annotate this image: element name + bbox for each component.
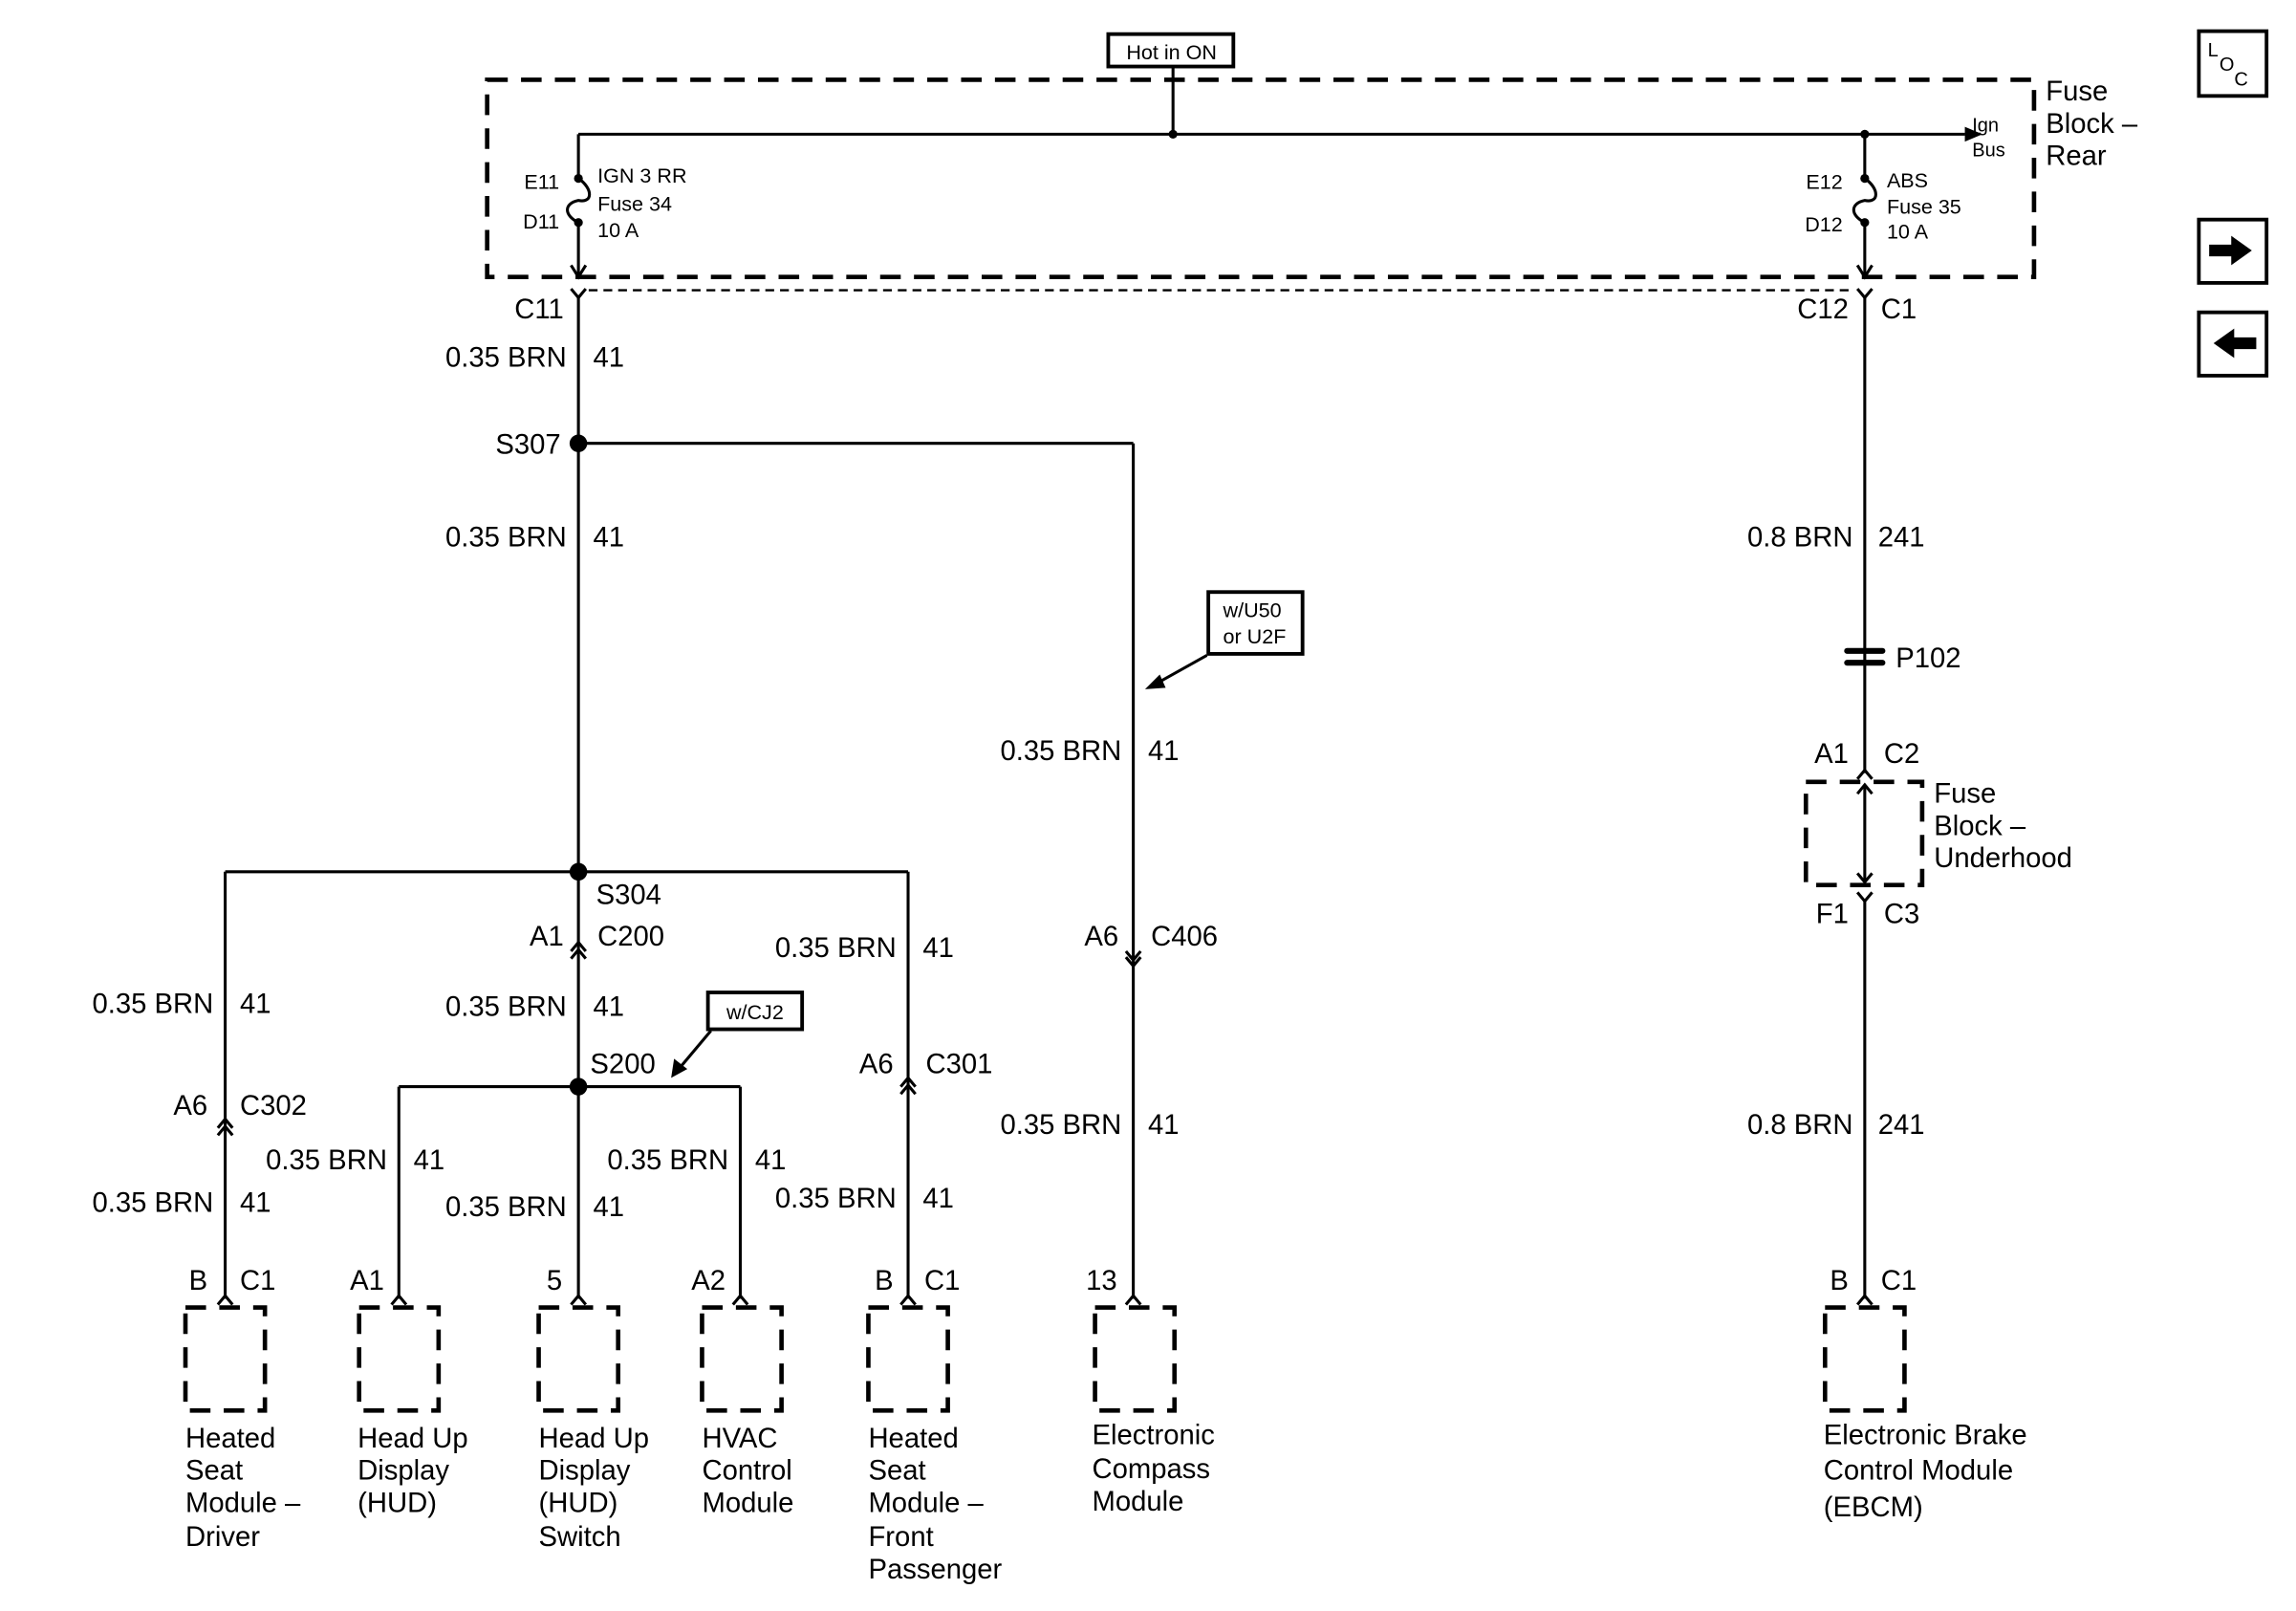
svg-text:Driver: Driver [185, 1521, 261, 1553]
fuse-block-rear-label: Fuse [2046, 76, 2109, 107]
fuse-block-underhood-label: Block – [1934, 811, 2026, 842]
connector-label: C2 [1883, 738, 1920, 770]
bus-label: Bus [1972, 140, 2005, 162]
inline-connectors [173, 922, 1218, 1136]
module-electronic-compass[interactable] [1086, 1266, 1215, 1517]
svg-text:Electronic: Electronic [1092, 1420, 1215, 1451]
svg-text:Head Up: Head Up [538, 1423, 649, 1454]
circuit-label: 241 [1877, 522, 1925, 554]
svg-text:A6: A6 [1084, 921, 1119, 952]
svg-text:Head Up: Head Up [357, 1423, 468, 1454]
wire-label: 0.35 BRN [444, 1192, 567, 1224]
svg-text:Module: Module [1092, 1487, 1184, 1518]
wire-label: 0.35 BRN [444, 342, 567, 374]
svg-text:A6: A6 [858, 1049, 894, 1080]
fuse-icon [1853, 179, 1875, 223]
option-callout-compass [1145, 592, 1303, 689]
svg-text:w/U50: w/U50 [1223, 598, 1282, 622]
svg-text:Heated: Heated [868, 1423, 959, 1454]
splice-s307 [570, 434, 587, 451]
splice-label: P102 [1895, 642, 1961, 674]
connector-label: A1 [1814, 738, 1849, 770]
wire-labels [92, 343, 1924, 1223]
connector-c3-icon [1857, 892, 1872, 901]
svg-text:C200: C200 [597, 921, 665, 952]
fuse-label: Fuse 35 [1886, 194, 1961, 219]
svg-text:Module –: Module – [185, 1488, 301, 1519]
circuit-label: 41 [239, 1187, 271, 1219]
svg-text:Heated: Heated [185, 1423, 276, 1454]
svg-text:Control: Control [702, 1455, 792, 1487]
wire-label: 0.35 BRN [774, 1183, 897, 1214]
fuse-label: 10 A [597, 218, 639, 243]
pin-label: E12 [1806, 169, 1843, 194]
loc-icon: C [2234, 69, 2248, 91]
svg-text:A6: A6 [173, 1090, 208, 1121]
svg-text:(HUD): (HUD) [357, 1488, 438, 1519]
pin-label: D11 [523, 208, 560, 233]
fuse-label: IGN 3 RR [597, 163, 687, 188]
circuit-label: 41 [1148, 1109, 1180, 1141]
svg-text:Module –: Module – [868, 1488, 984, 1519]
svg-text:Module: Module [702, 1488, 794, 1519]
svg-text:Front: Front [868, 1521, 934, 1553]
svg-text:C302: C302 [239, 1090, 307, 1121]
svg-text:Switch: Switch [538, 1521, 621, 1553]
arrow-icon [1145, 674, 1166, 688]
fuse-icon [568, 179, 590, 223]
connector-c2-icon [1857, 771, 1872, 779]
svg-text:C301: C301 [925, 1049, 993, 1080]
wire-label: 0.35 BRN [444, 991, 567, 1023]
svg-text:(HUD): (HUD) [538, 1488, 618, 1519]
wire-label: 0.35 BRN [92, 989, 214, 1020]
svg-text:B: B [188, 1266, 208, 1297]
svg-text:A2: A2 [691, 1266, 726, 1297]
svg-text:Seat: Seat [185, 1455, 244, 1487]
next-page-button[interactable] [2199, 220, 2266, 283]
wire-label: 0.8 BRN [1746, 1109, 1853, 1141]
wire-label: 0.35 BRN [1000, 1109, 1122, 1141]
circuit-label: 41 [593, 522, 625, 554]
option-callout-hud [671, 992, 802, 1078]
connector-label: C11 [514, 294, 564, 325]
module-hud[interactable] [350, 1266, 468, 1519]
svg-text:C406: C406 [1151, 921, 1219, 952]
wire-label: 0.35 BRN [1000, 735, 1122, 767]
svg-text:13: 13 [1086, 1266, 1117, 1297]
module-hud-switch[interactable] [539, 1266, 649, 1553]
module-ebcm[interactable] [1824, 1266, 2027, 1523]
fuse-block-rear-label: Block – [2046, 108, 2138, 140]
fuse-block-rear-label: Rear [2046, 141, 2107, 172]
power-source-text: Hot in ON [1126, 39, 1217, 64]
svg-text:B: B [875, 1266, 894, 1297]
circuit-label: 41 [922, 933, 954, 965]
fuse-34 [568, 134, 590, 276]
module-heated-seat-passenger[interactable] [868, 1266, 1002, 1585]
svg-text:w/CJ2: w/CJ2 [726, 999, 784, 1024]
svg-text:Compass: Compass [1092, 1454, 1211, 1486]
fuse-label: Fuse 34 [597, 191, 672, 216]
svg-text:C1: C1 [923, 1266, 961, 1297]
loc-icon: L [2207, 39, 2219, 61]
svg-text:Passenger: Passenger [868, 1554, 1003, 1585]
fuse-block-underhood-label: Underhood [1934, 843, 2072, 875]
previous-page-button[interactable] [2199, 313, 2266, 376]
splice-s200 [570, 1078, 587, 1095]
power-source-label [1108, 34, 1233, 67]
pin-label: E11 [524, 169, 560, 194]
svg-text:Electronic Brake: Electronic Brake [1823, 1420, 2027, 1451]
connector-label: C3 [1883, 899, 1920, 930]
svg-text:(EBCM): (EBCM) [1823, 1492, 1923, 1524]
svg-text:Display: Display [538, 1455, 631, 1487]
connector-label: F1 [1815, 899, 1849, 930]
circuit-label: 41 [754, 1144, 787, 1176]
svg-text:A1: A1 [529, 921, 564, 952]
svg-text:or U2F: or U2F [1223, 624, 1287, 649]
svg-text:Seat: Seat [868, 1455, 926, 1487]
connector-label: C1 [1880, 294, 1917, 325]
bus-junction [1169, 130, 1178, 139]
svg-text:Control Module: Control Module [1823, 1455, 2014, 1487]
loc-button[interactable] [2199, 32, 2266, 97]
wire-label: 0.8 BRN [1746, 522, 1853, 554]
circuit-label: 241 [1877, 1109, 1925, 1141]
splice-s304 [570, 863, 587, 881]
wire-label: 0.35 BRN [444, 522, 567, 554]
wire-label: 0.35 BRN [774, 933, 897, 965]
circuit-label: 41 [593, 1192, 625, 1224]
fuse-block-underhood-label: Fuse [1934, 778, 1997, 810]
svg-text:Display: Display [357, 1455, 450, 1487]
pin-label: D12 [1805, 211, 1843, 237]
circuit-label: 41 [593, 991, 625, 1023]
splice-label: S200 [590, 1049, 656, 1080]
module-hvac-control[interactable] [691, 1266, 793, 1519]
circuit-label: 41 [593, 342, 625, 374]
fuse-label: 10 A [1886, 219, 1929, 244]
loc-icon: O [2219, 54, 2235, 76]
wire-label: 0.35 BRN [92, 1187, 214, 1219]
splice-label: S307 [495, 429, 561, 461]
fuse-label: ABS [1886, 167, 1929, 192]
module-heated-seat-driver[interactable] [185, 1266, 301, 1553]
bus-label: Ign [1972, 115, 2000, 137]
splice-label: S304 [596, 880, 661, 911]
svg-text:5: 5 [546, 1266, 563, 1297]
svg-text:C1: C1 [1880, 1266, 1917, 1297]
svg-text:B: B [1830, 1266, 1849, 1297]
wire-label: 0.35 BRN [607, 1144, 729, 1176]
svg-text:HVAC: HVAC [702, 1423, 778, 1454]
circuit-label: 41 [413, 1144, 445, 1176]
circuit-label: 41 [239, 989, 271, 1020]
fuse-35 [1853, 134, 1875, 276]
svg-text:C1: C1 [239, 1266, 276, 1297]
fuse-block-rear [487, 79, 2034, 276]
circuit-label: 41 [922, 1183, 954, 1214]
svg-text:A1: A1 [350, 1266, 384, 1297]
connector-label: C12 [1797, 294, 1849, 325]
circuit-label: 41 [1148, 735, 1180, 767]
wire-label: 0.35 BRN [266, 1144, 387, 1176]
